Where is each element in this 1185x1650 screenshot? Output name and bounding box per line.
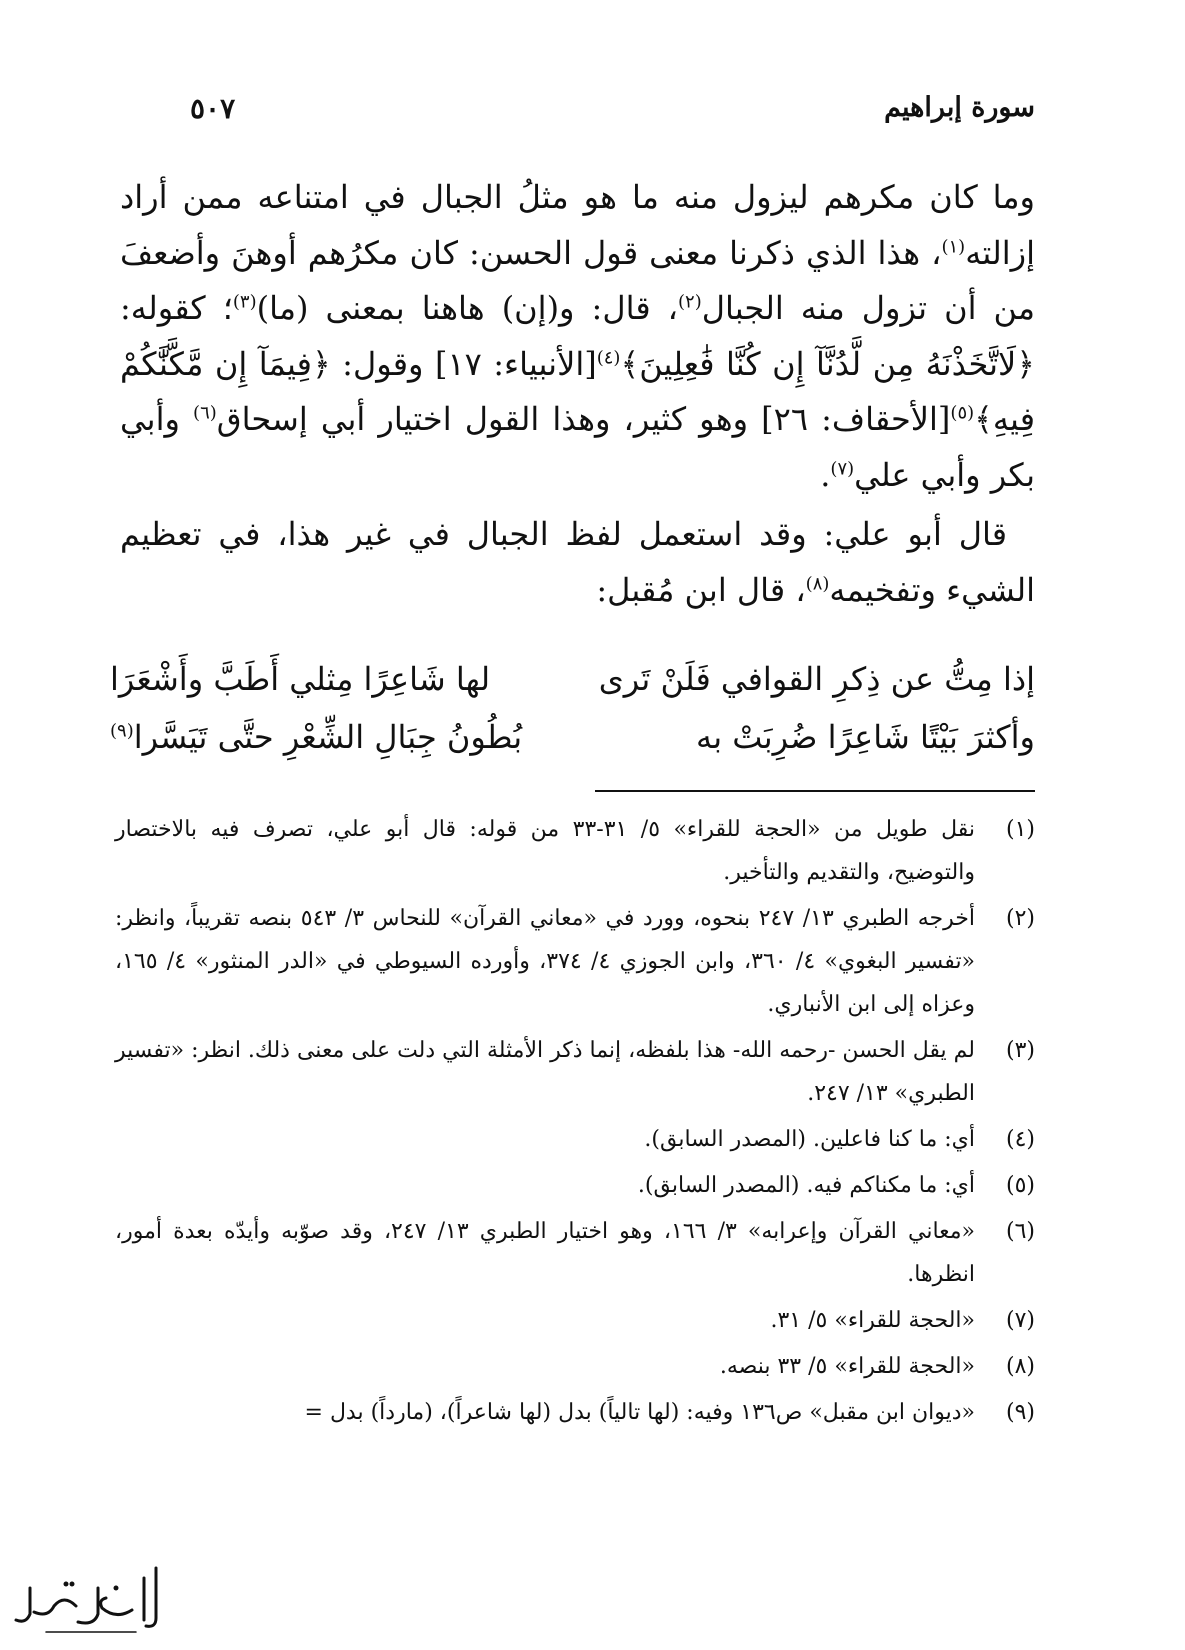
poem-verse-1 bbox=[110, 660, 1035, 720]
surah-title: سورة إبراهيم bbox=[884, 92, 1035, 123]
footnote-number: (٥) bbox=[1005, 1173, 1035, 1198]
footnote-number: (٦) bbox=[1005, 1219, 1035, 1244]
verse-1-second-hemistich: لها شَاعِرًا مِثلي أَطَبَّ وأَشْعَرَا bbox=[110, 660, 491, 698]
main-text bbox=[120, 170, 1035, 618]
page-header bbox=[190, 92, 1035, 132]
footnote-text: لم يقل الحسن -رحمه الله- هذا بلفظه، إنما ذكر الأمثلة التي دلت على معنى ذلك. انظر: «تفسير الطبري» ١٣/ ٢٤٧. bbox=[115, 1038, 975, 1106]
footnote-3 bbox=[115, 1029, 1035, 1115]
footnote-number: (٧) bbox=[1005, 1308, 1035, 1333]
footnote-text: أخرجه الطبري ١٣/ ٢٤٧ بنحوه، وورد في «معاني القرآن» للنحاس ٣/ ٥٤٣ بنصه تقريباً، وانظر: «تفسير البغوي» ٤/ ٣٦٠، وابن الجوزي ٤/ ٣٧٤، وأورده السيوطي في «الدر المنثور» ٤/ ١٦٥، وعزاه إلى ابن الأنباري. bbox=[115, 906, 976, 1017]
footnote-ref-1[interactable]: (١) bbox=[941, 235, 966, 257]
footnote-number: (٩) bbox=[1005, 1400, 1035, 1425]
footnote-ref-7[interactable]: (٧) bbox=[830, 457, 855, 479]
footnote-text: «الحجة للقراء» ٥/ ٣٣ بنصه. bbox=[719, 1354, 975, 1379]
footnote-text: نقل طويل من «الحجة للقراء» ٥/ ٣١-٣٣ من قوله: قال أبو علي، تصرف فيه بالاختصار والتوضيح، والتقديم والتأخير. bbox=[115, 817, 975, 885]
page-number: ٥٠٧ bbox=[190, 92, 236, 125]
footnote-text: «معاني القرآن وإعرابه» ٣/ ١٦٦، وهو اختيار الطبري ١٣/ ٢٤٧، وقد صوّبه وأيدّه بعدة أمور، انظرها. bbox=[115, 1219, 976, 1287]
footnote-8 bbox=[115, 1345, 1035, 1388]
footnote-ref-5[interactable]: (٥) bbox=[950, 402, 975, 424]
footnote-text: «الحجة للقراء» ٥/ ٣١. bbox=[770, 1308, 975, 1333]
footnotes bbox=[115, 808, 1035, 1437]
footnote-5 bbox=[115, 1164, 1035, 1207]
footnote-ref-4[interactable]: (٤) bbox=[596, 346, 621, 368]
poem-verse-2 bbox=[110, 718, 1035, 778]
footnote-ref-2[interactable]: (٢) bbox=[678, 291, 702, 313]
footnote-number: (٣) bbox=[1005, 1038, 1035, 1063]
footnote-6 bbox=[115, 1210, 1035, 1296]
footnote-number: (٨) bbox=[1005, 1354, 1035, 1379]
footnote-number: (٤) bbox=[1005, 1127, 1035, 1152]
footnote-ref-8[interactable]: (٨) bbox=[805, 572, 830, 594]
verse-2-first-hemistich: وأكثرَ بَيْتًا شَاعِرًا ضُرِبَتْ به bbox=[696, 718, 1035, 756]
footnote-text: أي: ما مكناكم فيه. (المصدر السابق). bbox=[637, 1173, 975, 1198]
footnote-7 bbox=[115, 1299, 1035, 1342]
footnote-number: (١) bbox=[1005, 817, 1035, 842]
footnote-ref-6[interactable]: (٦) bbox=[193, 402, 217, 424]
paragraph-2: قال أبو علي: وقد استعمل لفظ الجبال في غير هذا، في تعظيم الشيء وتفخيمه$^{(٨)}$، قال ابن مُقبل: bbox=[120, 515, 1035, 609]
footnote-1 bbox=[115, 808, 1035, 894]
footnote-text: أي: ما كنا فاعلين. (المصدر السابق). bbox=[644, 1127, 975, 1152]
verse-2-second-hemistich: بُطُونُ جِبَالِ الشِّعْرِ حتَّى تَيَسَّرا$^{(٩)}$ bbox=[110, 718, 523, 756]
footnote-9 bbox=[115, 1391, 1035, 1434]
verse-1-first-hemistich: إذا مِتُّ عن ذِكرِ القوافي فَلَنْ تَرى bbox=[598, 660, 1035, 698]
footnote-number: (٢) bbox=[1005, 906, 1035, 931]
paragraph-1: وما كان مكرهم ليزول منه ما هو مثلُ الجبال في امتناعه ممن أراد إزالته$^{(١)}$، هذا الذي ذكرنا معنى قول الحسن: كان مكرُهم أوهنَ وأضعفَ من أن تزول منه الجبال$^{(٢)}$، قال: و(إن) هاهنا بمعنى (ما)$^{(٣)}$؛ كقوله: ﴿لَاتَّخَذْنَهُ مِن لَّدُنَّآ إِن كُنَّا فَٰعِلِينَ﴾$^{(٤)}$[الأنبياء: ١٧] وقول: ﴿فِيمَآ إِن مَّكَّنَّٰكُمْ فِيهِ﴾$^{(٥)}$[الأحقاف: ٢٦] وهو كثير، وهذا القول اختيار أبي إسحاق$^{(٦)}$ وأبي بكر وأبي علي$^{(٧)}$. bbox=[120, 178, 1036, 494]
footnote-text: «ديوان ابن مقبل» ص١٣٦ وفيه: (لها تالياً) بدل (لها شاعراً)، (مارداً) بدل = bbox=[304, 1400, 975, 1425]
footnote-2 bbox=[115, 897, 1035, 1026]
footnote-ref-9[interactable]: (٩) bbox=[110, 720, 134, 742]
footnote-divider bbox=[595, 790, 1035, 792]
footnote-ref-3[interactable]: (٣) bbox=[232, 291, 257, 313]
publisher-logo bbox=[6, 1548, 166, 1644]
footnote-4 bbox=[115, 1118, 1035, 1161]
